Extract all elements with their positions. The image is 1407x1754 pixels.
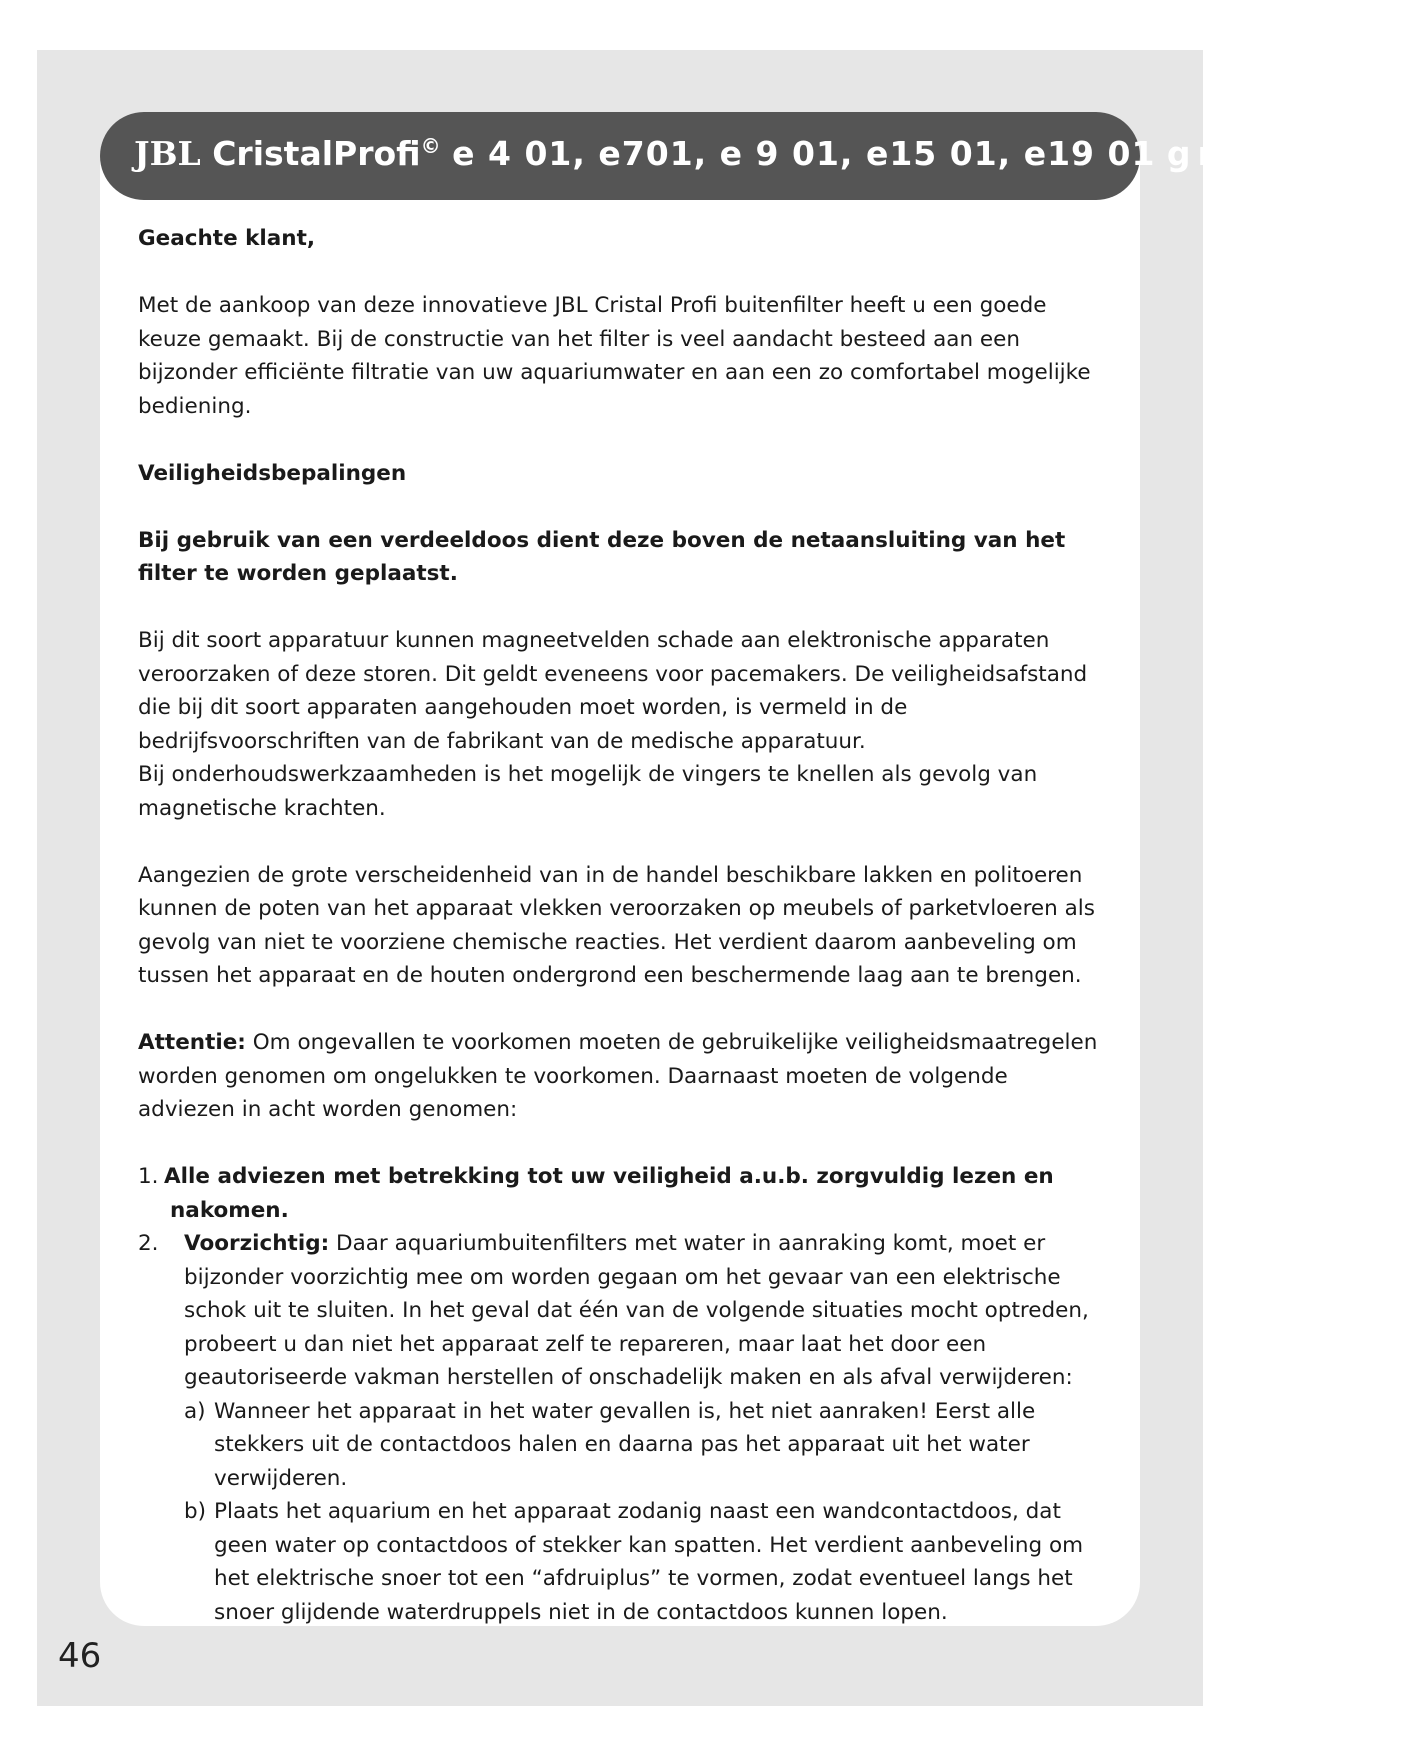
sub-item-b xyxy=(184,1495,1104,1629)
sub-item-b-text: Plaats het aquarium en het apparaat zodanig naast een wandcontactdoos, dat geen water op contactdoos of stekker kan spatten. Het verdient aanbeveling om het elektrische snoer tot een “afdruiplus” te vormen, zodat eventueel langs het snoer glijdende waterdruppels niet in de contactdoos kunnen lopen. xyxy=(214,1499,1084,1625)
sub-item-a-text: Wanneer het apparaat in het water gevallen is, het niet aanraken! Eerst alle stekkers uit de contactdoos halen en daarna pas het apparaat uit het water verwijderen. xyxy=(214,1398,1036,1491)
safety-heading: Veiligheidsbepalingen xyxy=(138,460,407,486)
product-name: CristalProfi xyxy=(212,134,421,173)
attention-label: Attentie: xyxy=(138,1030,246,1055)
attention-text: Om ongevallen te voorkomen moeten de gebruikelijke veiligheidsmaatregelen worden genomen om ongelukken te voorkomen. Daarnaast moeten de volgende adviezen in acht worden genomen: xyxy=(138,1030,1098,1122)
caution-text: Daar aquariumbuitenfilters met water in aanraking komt, moet er bijzonder voorzichtig mee om worden gegaan om het gevaar van een elektrische schok uit te sluiten. In het geval dat één van de volgende situaties mocht optreden, probeert u dan niet het apparaat zelf te repareren, maar laat het door een geautoriseerde vakman herstellen of onschadelijk maken en als afval verwijderen: xyxy=(184,1231,1089,1390)
document-title xyxy=(134,134,1407,173)
salutation: Geachte klant, xyxy=(138,226,316,251)
sub-item-b-label: b) xyxy=(184,1499,207,1524)
pinch-paragraph xyxy=(138,758,1104,825)
magnet-paragraph xyxy=(138,624,1104,758)
safety-notice: Bij gebruik van een verdeeldoos dient deze boven de netaansluiting van het filter te worden geplaatst. xyxy=(138,527,1066,586)
copyright-mark: © xyxy=(420,134,441,158)
sub-item-a-label: a) xyxy=(184,1398,206,1424)
model-list: e 4 01, e701, e 9 01, e15 01, e19 01 xyxy=(452,134,1156,173)
list-item-1-text-line1: Alle adviezen met betrekking tot uw veiligheid a.u.b. zorgvuldig lezen en xyxy=(164,1164,1054,1189)
page-number: 46 xyxy=(58,1636,102,1676)
list-item-1-text-line2: nakomen. xyxy=(170,1197,289,1223)
safety-list xyxy=(138,1160,1104,1629)
sub-item-a xyxy=(184,1395,1104,1496)
list-item-2 xyxy=(138,1227,1104,1629)
list-item-1 xyxy=(138,1160,1104,1227)
intro-paragraph: Met de aankoop van deze innovatieve JBL Cristal Profi buitenfilter heeft u een goede keuze gemaakt. Bij de constructie van het filter is veel aandacht besteed aan een bijzonder efficiënte filtratie van uw aquariumwater en aan een zo comfortabel mogelijke bediening. xyxy=(138,293,1091,419)
list-number-1: 1. xyxy=(138,1164,159,1189)
magnet-text-1: Bij dit soort apparatuur kunnen magneetvelden schade aan elektronische apparaten veroorzaken of deze storen. Dit geldt eveneens voor pacemakers. De veiligheidsafstand die bij dit soort apparaten aangehouden moet worden, is vermeld in de bedrijfsvoorschriften van de fabrikant van de medische apparatuur. xyxy=(138,628,1088,754)
list-number-2: 2. xyxy=(138,1231,159,1256)
magnet-text-2: Bij onderhoudswerkzaamheden is het mogelijk de vingers te knellen als gevolg van magnetische krachten. xyxy=(138,762,1038,821)
series-name: greenline xyxy=(1166,134,1407,173)
title-bar xyxy=(100,112,1407,200)
caution-label: Voorzichtig: xyxy=(184,1231,330,1256)
document-body xyxy=(138,222,1104,1629)
furniture-paragraph: Aangezien de grote verscheidenheid van in de handel beschikbare lakken en politoeren kunnen de poten van het apparaat vlekken veroorzaken op meubels of parketvloeren als gevolg van niet te voorziene chemische reacties. Het verdient daarom aanbeveling om tussen het apparaat en de houten ondergrond een beschermende laag aan te brengen. xyxy=(138,862,1095,988)
brand-name: JBL xyxy=(134,134,201,173)
list-item-2-body xyxy=(184,1227,1104,1395)
attention-paragraph xyxy=(138,1026,1104,1127)
